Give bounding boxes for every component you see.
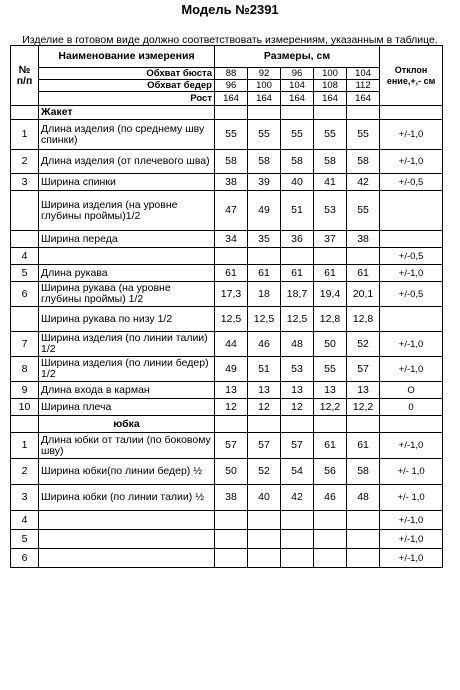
size-value: 38 [215,485,248,511]
tolerance-value: +/-1,0 [380,549,443,568]
measurement-name [39,248,215,265]
size-value: 55 [215,120,248,150]
table-row [11,265,443,282]
size-value [215,530,248,549]
size-value: 48 [281,332,314,357]
table-row [11,191,443,231]
row-number [11,191,39,231]
size-value [248,530,281,549]
size-value: 44 [215,332,248,357]
size-value: 55 [314,120,347,150]
size-value [248,248,281,265]
size-value: 49 [248,191,281,231]
size-value: 55 [347,191,380,231]
tolerance-value: +/-1,0 [380,511,443,530]
table-row [11,174,443,191]
row-number: 7 [11,332,39,357]
size-value: 20,1 [347,282,380,307]
size-value: 55 [281,120,314,150]
size-value: 12,5 [248,307,281,332]
size-value: 40 [248,485,281,511]
page-subtitle: Изделие в готовом виде должно соответствовать измерениям, указанным в таблице. [22,34,438,46]
table-row [11,120,443,150]
size-value: 40 [281,174,314,191]
section-title-skirt: юбка [39,416,215,433]
table-row [11,399,443,416]
param-value: 108 [314,80,347,92]
param-label-hips: Обхват бедер [39,80,215,92]
size-value: 12,8 [314,307,347,332]
row-number [11,307,39,332]
size-value: 55 [347,120,380,150]
size-value: 53 [281,357,314,382]
page-title: Модель №2391 [181,2,279,17]
size-value [314,549,347,568]
tolerance-value: +/- 1,0 [380,485,443,511]
size-value: 46 [314,485,347,511]
measurement-name: Ширина изделия (на уровне глубины проймы)1/2 [39,191,215,231]
size-value: 36 [281,231,314,248]
size-value: 58 [215,150,248,174]
table-row [11,511,443,530]
size-value: 57 [347,357,380,382]
tolerance-value [380,231,443,248]
row-number: 1 [11,433,39,459]
tolerance-value: +/-0,5 [380,248,443,265]
measurement-name: Ширина юбки (по линии талии) ½ [39,485,215,511]
size-value: 61 [248,265,281,282]
table-body [11,46,443,568]
param-value: 96 [215,80,248,92]
param-value: 164 [347,92,380,106]
param-value: 164 [215,92,248,106]
size-value: 55 [248,120,281,150]
size-value: 52 [347,332,380,357]
param-value: 164 [281,92,314,106]
size-value [347,530,380,549]
measurement-name: Ширина спинки [39,174,215,191]
size-value: 13 [314,382,347,399]
size-value: 42 [281,485,314,511]
tolerance-value: +/-1,0 [380,332,443,357]
size-value [347,248,380,265]
size-value: 12,2 [314,399,347,416]
size-value: 54 [281,459,314,485]
size-value: 58 [281,150,314,174]
size-value: 42 [347,174,380,191]
tolerance-value: +/-1,0 [380,120,443,150]
size-value [248,549,281,568]
size-value: 47 [215,191,248,231]
size-value: 35 [248,231,281,248]
row-number: 3 [11,485,39,511]
size-value: 51 [248,357,281,382]
size-value: 46 [248,332,281,357]
tolerance-value: +/-1,0 [380,433,443,459]
measurement-name: Ширина плеча [39,399,215,416]
size-value: 13 [347,382,380,399]
row-number: 1 [11,120,39,150]
table-row [11,150,443,174]
size-value: 50 [215,459,248,485]
table-row [11,307,443,332]
measurement-name: Ширина переда [39,231,215,248]
size-value: 18,7 [281,282,314,307]
size-value: 13 [248,382,281,399]
size-value: 17,3 [215,282,248,307]
size-value: 12 [248,399,281,416]
measurement-table [10,45,443,568]
size-value: 61 [347,265,380,282]
tolerance-value: +/-1,0 [380,357,443,382]
size-value: 12,8 [347,307,380,332]
size-value: 12,5 [215,307,248,332]
measurement-name: Длина юбки от талии (по боковому шву) [39,433,215,459]
size-value: 12 [281,399,314,416]
measurement-name: Ширина изделия (по линии бедер) 1/2 [39,357,215,382]
size-value: 12,5 [281,307,314,332]
size-value: 18 [248,282,281,307]
size-value: 57 [248,433,281,459]
tolerance-value [380,191,443,231]
tolerance-value: +/-0,5 [380,282,443,307]
tolerance-header: Отклон ение,+,- см [380,46,443,106]
measurement-name: Ширина изделия (по линии талии) 1/2 [39,332,215,357]
table-row [11,549,443,568]
tolerance-value: +/- 1,0 [380,459,443,485]
size-value: 61 [215,265,248,282]
table-row [11,530,443,549]
row-number: 5 [11,530,39,549]
size-value [281,511,314,530]
row-number: 4 [11,248,39,265]
tolerance-value: +/-1,0 [380,530,443,549]
size-value: 12,2 [347,399,380,416]
size-value: 55 [314,357,347,382]
row-number: 6 [11,549,39,568]
row-number: 6 [11,282,39,307]
row-number: 3 [11,174,39,191]
tolerance-value: 0 [380,399,443,416]
size-value [215,248,248,265]
measurement-name [39,511,215,530]
measurement-name: Ширина рукава (на уровне глубины проймы) 1/2 [39,282,215,307]
measurement-name: Длина входа в карман [39,382,215,399]
param-value: 96 [281,68,314,80]
row-number: 2 [11,459,39,485]
measurement-name [39,549,215,568]
size-value: 56 [314,459,347,485]
size-value: 38 [347,231,380,248]
header-row [11,46,443,68]
measurement-name: Ширина рукава по низу 1/2 [39,307,215,332]
sizes-header: Размеры, см [215,46,380,68]
section-title-jacket: Жакет [39,106,215,120]
param-label-bust: Обхват бюста [39,68,215,80]
size-value: 58 [347,459,380,485]
size-value [347,549,380,568]
row-number [11,231,39,248]
row-number: 5 [11,265,39,282]
size-value [314,530,347,549]
row-number: 4 [11,511,39,530]
size-value: 12 [215,399,248,416]
param-row-hips [11,80,443,92]
size-value [281,549,314,568]
measurement-name: Длина изделия (от плечевого шва) [39,150,215,174]
table-row [11,332,443,357]
tolerance-value: О [380,382,443,399]
measurement-name [39,530,215,549]
size-value: 39 [248,174,281,191]
size-value: 58 [314,150,347,174]
param-value: 164 [314,92,347,106]
param-value: 92 [248,68,281,80]
size-value [314,511,347,530]
table-row [11,485,443,511]
size-value: 57 [281,433,314,459]
table-row [11,433,443,459]
size-value: 51 [281,191,314,231]
size-value: 58 [347,150,380,174]
size-value: 61 [314,265,347,282]
size-value: 58 [248,150,281,174]
size-value: 38 [215,174,248,191]
size-value: 50 [314,332,347,357]
size-value: 52 [248,459,281,485]
size-value: 61 [314,433,347,459]
tolerance-value [380,307,443,332]
size-value [281,530,314,549]
size-value [215,549,248,568]
num-header: № п/п [11,46,39,106]
size-value: 13 [281,382,314,399]
param-row-height [11,92,443,106]
size-value [347,511,380,530]
section-row-jacket [11,106,443,120]
section-row-skirt [11,416,443,433]
size-value: 61 [347,433,380,459]
table-row [11,248,443,265]
row-number: 10 [11,399,39,416]
size-value: 19,4 [314,282,347,307]
param-value: 100 [314,68,347,80]
param-value: 104 [281,80,314,92]
size-value: 61 [281,265,314,282]
measurement-name: Длина рукава [39,265,215,282]
param-value: 164 [248,92,281,106]
size-value: 41 [314,174,347,191]
tolerance-value: +/-1,0 [380,150,443,174]
measurement-name: Длина изделия (по среднему шву спинки) [39,120,215,150]
table-row [11,382,443,399]
size-value [215,511,248,530]
row-number: 8 [11,357,39,382]
param-row-bust [11,68,443,80]
size-value: 37 [314,231,347,248]
param-value: 112 [347,80,380,92]
param-value: 100 [248,80,281,92]
size-value: 53 [314,191,347,231]
size-value: 57 [215,433,248,459]
tolerance-value: +/-0,5 [380,174,443,191]
table-row [11,357,443,382]
size-value: 13 [215,382,248,399]
param-value: 104 [347,68,380,80]
size-value: 34 [215,231,248,248]
row-number: 9 [11,382,39,399]
size-value [281,248,314,265]
param-label-height: Рост [39,92,215,106]
table-row [11,459,443,485]
size-value: 48 [347,485,380,511]
param-value: 88 [215,68,248,80]
measurement-name: Ширина юбки(по линии бедер) ½ [39,459,215,485]
table-row [11,231,443,248]
size-value [248,511,281,530]
size-value: 49 [215,357,248,382]
row-number: 2 [11,150,39,174]
name-header: Наименование измерения [39,46,215,68]
tolerance-value: +/-1,0 [380,265,443,282]
table-row [11,282,443,307]
size-value [314,248,347,265]
